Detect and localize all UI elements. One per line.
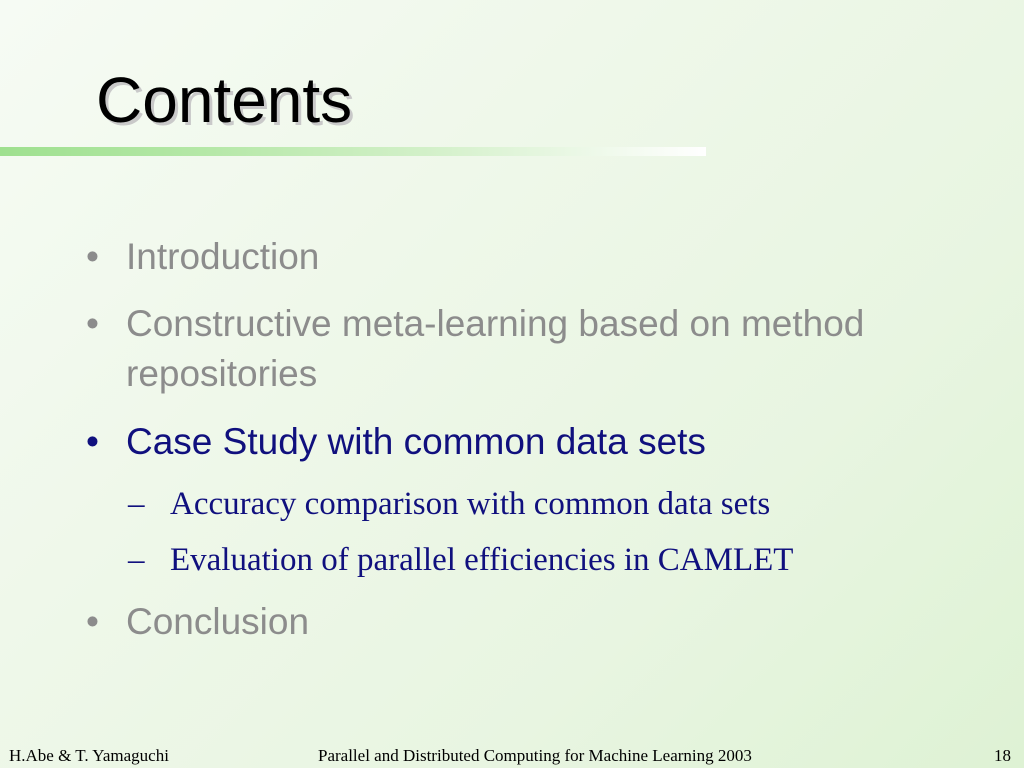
sub-bullet-mark: – bbox=[128, 542, 145, 578]
bullet-mark: • bbox=[86, 303, 99, 344]
bullet-mark: • bbox=[86, 601, 99, 642]
sub-bullet-mark: – bbox=[128, 486, 145, 522]
sub-bullet-text: Accuracy comparison with common data sets bbox=[170, 486, 771, 522]
bullet-text: Case Study with common data sets bbox=[126, 421, 706, 462]
slide-title: Contents bbox=[96, 64, 353, 136]
bullet-constructive-meta-learning bbox=[86, 299, 906, 399]
bullet-introduction bbox=[86, 232, 906, 282]
footer-authors: H.Abe & T. Yamaguchi bbox=[9, 746, 169, 765]
sub-bullet-parallel-efficiencies bbox=[128, 539, 948, 581]
footer-page-number: 18 bbox=[994, 746, 1011, 765]
bullet-mark: • bbox=[86, 421, 99, 462]
bullet-text: Introduction bbox=[126, 236, 320, 277]
sub-bullet-text: Evaluation of parallel efficiencies in CAMLET bbox=[170, 542, 794, 578]
bullet-text: Constructive meta-learning based on method repositories bbox=[126, 303, 865, 394]
bullet-case-study bbox=[86, 417, 906, 467]
bullet-text: Conclusion bbox=[126, 601, 310, 642]
bullet-conclusion bbox=[86, 597, 906, 647]
bullet-mark: • bbox=[86, 236, 99, 277]
footer-event: Parallel and Distributed Computing for Machine Learning 2003 bbox=[318, 746, 752, 765]
sub-bullet-accuracy-comparison bbox=[128, 483, 948, 525]
